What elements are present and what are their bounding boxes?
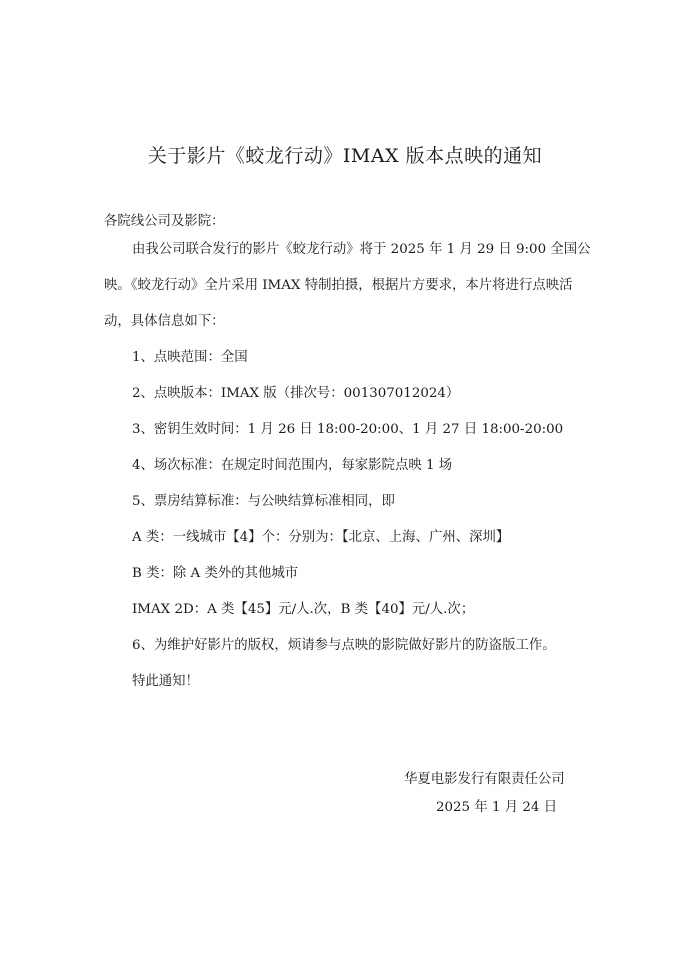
item-class-a: A 类：一线城市【4】个：分别为：【北京、上海、广州、深圳】: [132, 530, 510, 545]
item-imax-price: IMAX 2D：A 类【45】元/人.次，B 类【40】元/人.次；: [132, 602, 475, 617]
document-title: 关于影片《蛟龙行动》IMAX 版本点映的通知: [147, 145, 543, 167]
item-session-standard: 4、场次标准：在规定时间范围内，每家影院点映 1 场: [132, 458, 453, 473]
closing-remark: 特此通知！: [132, 674, 199, 689]
item-anti-piracy: 6、为维护好影片的版权，烦请参与点映的影院做好影片的防盗版工作。: [132, 638, 556, 653]
salutation: 各院线公司及影院：: [104, 214, 225, 229]
intro-line-2: 映。《蛟龙行动》全片采用 IMAX 特制拍摄，根据片方要求，本片将进行点映活: [104, 278, 573, 293]
item-scope: 1、点映范围：全国: [132, 350, 248, 365]
item-key-time: 3、密钥生效时间：1 月 26 日 18:00-20:00、1 月 27 日 18:00-20:00: [132, 422, 564, 437]
item-class-b: B 类：除 A 类外的其他城市: [132, 566, 299, 581]
intro-line-3: 动，具体信息如下：: [104, 314, 225, 329]
issue-date: 2025 年 1 月 24 日: [436, 800, 558, 815]
item-version: 2、点映版本：IMAX 版（排次号：001307012024）: [132, 386, 460, 401]
intro-line-1: 由我公司联合发行的影片《蛟龙行动》将于 2025 年 1 月 29 日 9:00 全国公: [132, 242, 591, 257]
item-box-office-standard: 5、票房结算标准：与公映结算标准相同，即: [132, 494, 395, 509]
issuer-name: 华夏电影发行有限责任公司: [404, 772, 565, 787]
